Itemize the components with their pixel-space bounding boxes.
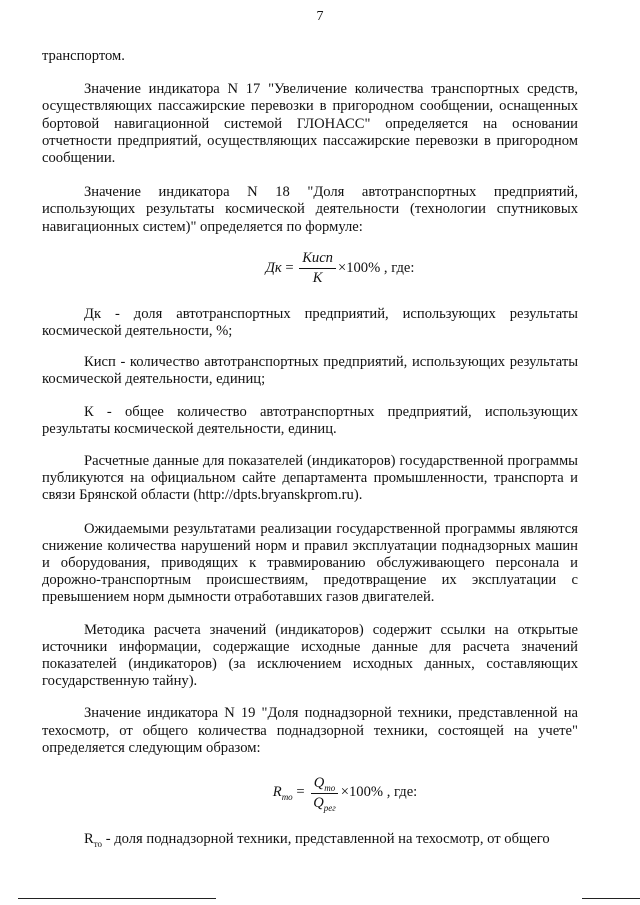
paragraph-indicator-19: Значение индикатора N 19 "Доля поднадзорной техники, представленной на техосмотр, от общего количества поднадзорной техники, состоящей на учете" определяется следующим образом: [42,705,578,756]
paragraph-dk-definition: Дк - доля автотранспортных предприятий, использующих результаты космической деятельности, %; [42,305,578,340]
paragraph-methodology: Методика расчета значений (индикаторов) содержит ссылки на открытые источники информации, содержащие исходные данные для расчета значений показателей (индикаторов) (за исключением исходных данных, составляющих государственную тайну). [42,621,578,690]
fraction-numerator: $Q_{то}$ [311,775,339,794]
footer-rule-right [582,898,640,899]
fraction-denominator: $Q_{рег}$ [313,794,336,813]
fraction [299,250,336,287]
paragraph-rto-definition: $R_{то}$ - доля поднадзорной техники, представленной на техосмотр, от общего [84,831,550,849]
fraction-denominator: К [312,270,323,287]
equals-sign: = [292,784,309,801]
paragraph-indicator-17: Значение индикатора N 17 "Увеличение количества транспортных средств, осуществляющих пассажирские перевозки в пригородном сообщении, оснащенных бортовой навигационной системой ГЛОНАСС" определяется на основании отчетности предприятий, осуществляющих пассажирские перевозки в пригородном сообщении. [42,81,578,167]
formula-lhs: Дк [265,260,282,277]
formula-tail: ×100% , где: [340,784,418,801]
fraction-numerator: Кисп [299,250,336,269]
paragraph-publication: Расчетные данные для показателей (индикаторов) государственной программы публикуются на официальном сайте департамента промышленности, транспорта и связи Брянской области (http://dpts.bryanskprom.ru). [42,453,578,504]
formula-tail: ×100% , где: [337,260,415,277]
fraction [310,775,339,812]
paragraph-kisp-definition: Кисп - количество автотранспортных предприятий, использующих результаты космической деятельности, единиц; [42,354,578,388]
paragraph-k-definition: К - общее количество автотранспортных предприятий, использующих результаты космической деятельности, единиц. [42,403,578,437]
page-number: 7 [316,9,324,24]
paragraph: транспортом. [42,48,125,64]
footer-rule-left [18,898,216,899]
paragraph-indicator-18: Значение индикатора N 18 "Доля автотранспортных предприятий, использующих результаты космической деятельности (технологии спутниковых навигационных систем)" определяется по формуле: [42,184,578,235]
paragraph-expected-results: Ожидаемыми результатами реализации государственной программы являются снижение количества нарушений норм и правил эксплуатации поднадзорных машин и оборудования, приводящих к травмированию обслуживающего персонала и дорожно-транспортным происшествиям, предотвращение их эксплуатации с превышением норм дымности отработавших газов двигателей. [42,520,578,606]
equals-sign: = [281,260,298,277]
footer-rule [0,898,640,903]
formula-rto [42,771,578,815]
formula-dk [42,248,578,290]
document-body [42,48,578,848]
formula-lhs: $R_{то}$ [272,784,293,803]
